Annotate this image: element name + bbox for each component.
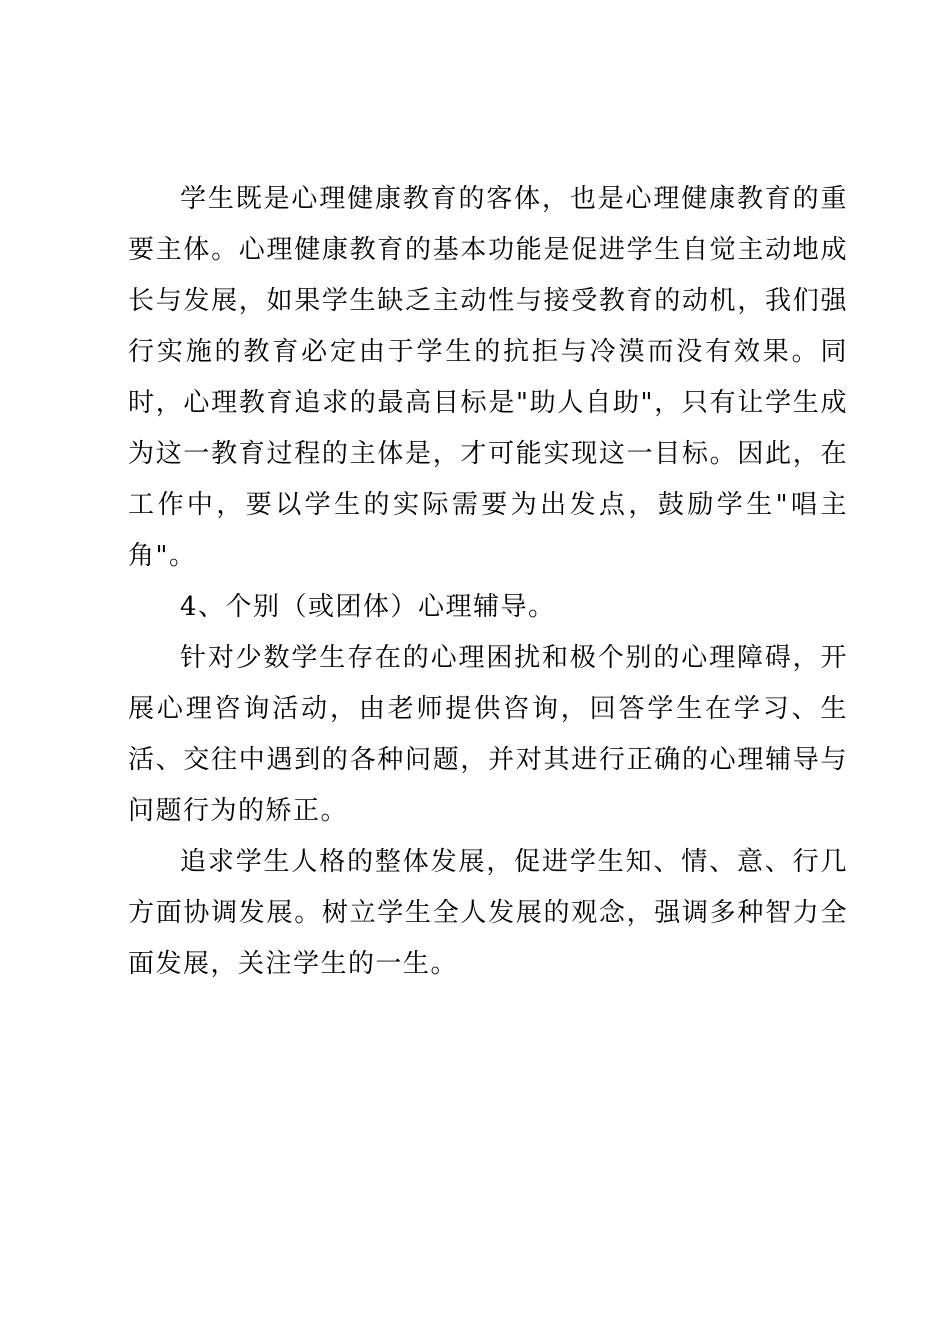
section-heading-counseling: 4、个别（或团体）心理辅导。 — [180, 592, 556, 622]
paragraph-student-subject: 学生既是心理健康教育的客体，也是心理健康教育的重要主体。心理健康教育的基本功能是促进学生自觉主动地成长与发展，如果学生缺乏主动性与接受教育的动机，我们强行实施的教育必定由于学生的抗拒与冷漠而没有效果。同时，心理教育追求的最高目标是"助人自助"，只有让学生成为这一教育过程的主体是，才可能实现这一目标。因此，在工作中，要以学生的实际需要为出发点，鼓励学生"唱主角"。 — [128, 184, 848, 571]
document-body — [128, 174, 848, 990]
paragraph-counseling-activities: 针对少数学生存在的心理困扰和极个别的心理障碍，开展心理咨询活动，由老师提供咨询，回答学生在学习、生活、交往中遇到的各种问题，并对其进行正确的心理辅导与问题行为的矫正。 — [128, 643, 848, 826]
paragraph-holistic-development: 追求学生人格的整体发展，促进学生知、情、意、行几方面协调发展。树立学生全人发展的观念，强调多种智力全面发展，关注学生的一生。 — [128, 847, 848, 979]
